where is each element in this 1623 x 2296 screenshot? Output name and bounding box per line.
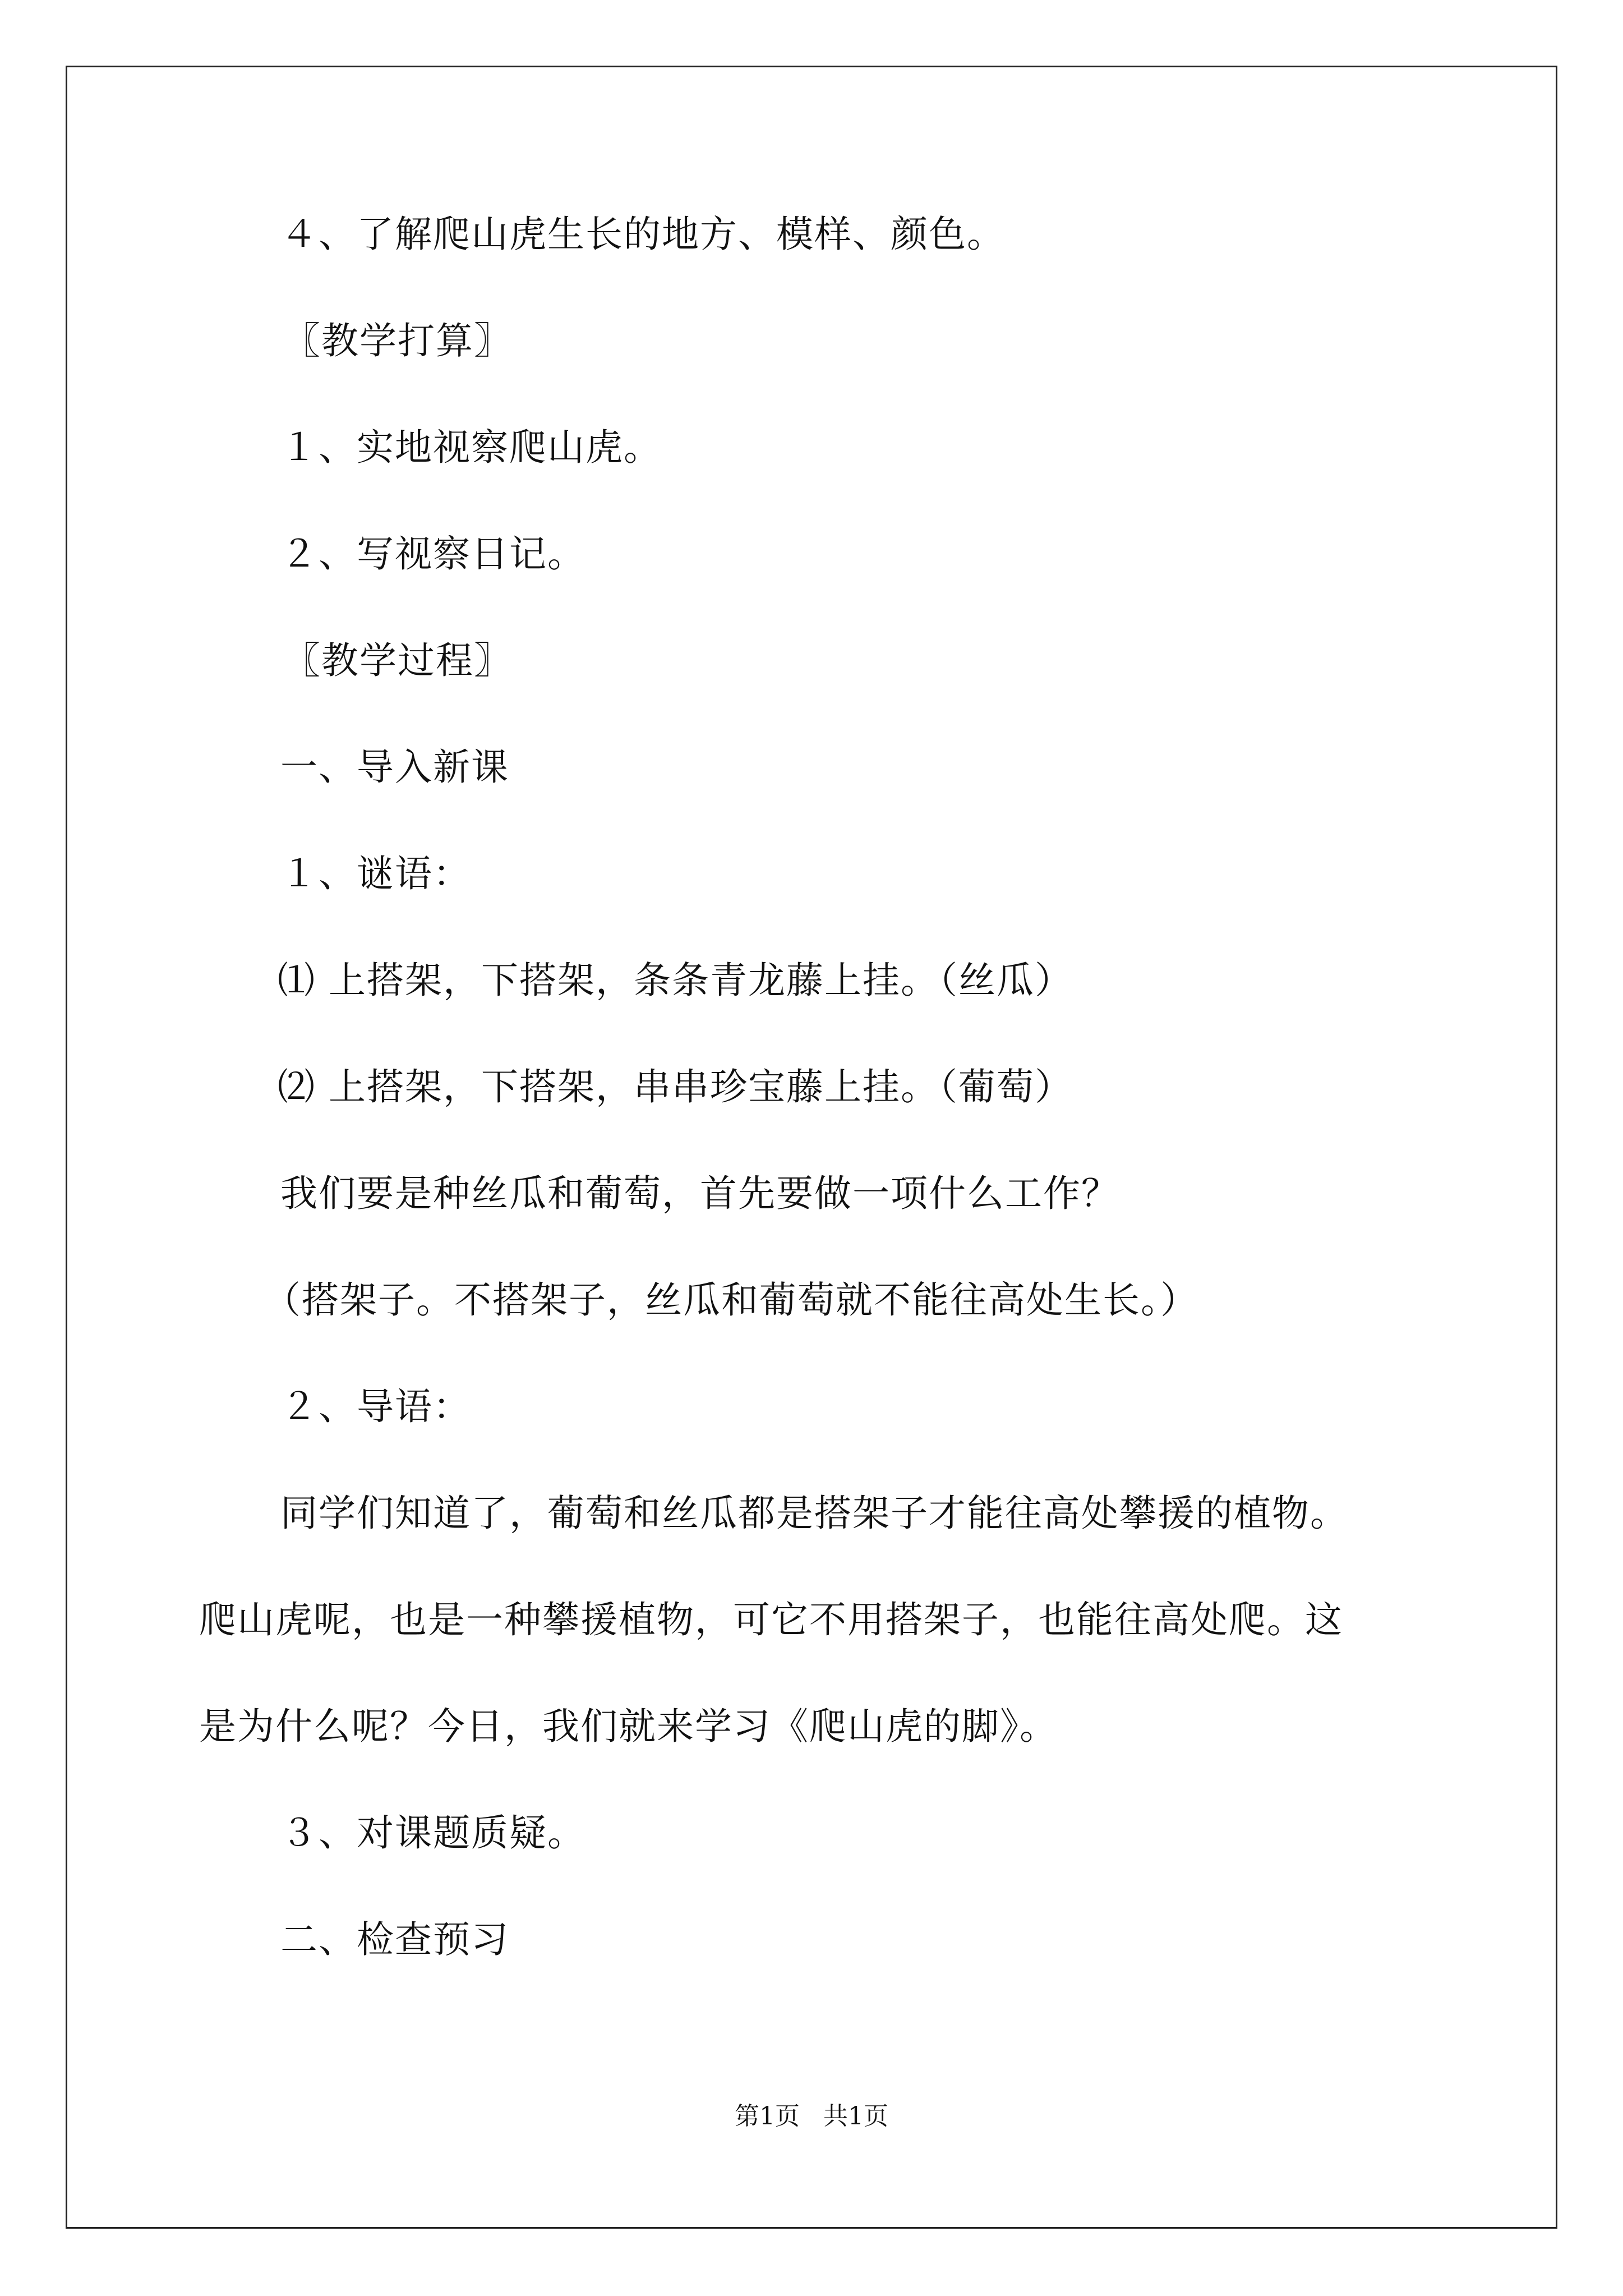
text-line-2: 〖教学打算〗 <box>283 319 512 362</box>
text-line-11: （搭架子。不搭架子，丝瓜和葡萄就不能往高处生长。） <box>264 1278 1198 1322</box>
text-line-14: 爬山虎呢，也是一种攀援植物，可它不用搭架子，也能往高处爬。这 <box>199 1598 1343 1641</box>
page-number-footer: 第1页 共1页 <box>735 2102 888 2131</box>
text-line-12: ２、导语： <box>280 1385 471 1428</box>
text-line-13: 同学们知道了，葡萄和丝瓜都是搭架子才能往高处攀援的植物。 <box>280 1492 1348 1535</box>
text-line-1: ４、了解爬山虎生长的地方、模样、颜色。 <box>280 213 1005 256</box>
text-line-4: ２、写视察日记。 <box>280 532 585 576</box>
text-line-9: ⑵ 上搭架，下搭架，串串珍宝藤上挂。（葡萄） <box>278 1065 1073 1108</box>
text-line-15: 是为什么呢？今日，我们就来学习《爬山虎的脚》。 <box>199 1705 1058 1748</box>
text-line-10: 我们要是种丝瓜和葡萄，首先要做一项什么工作？ <box>280 1172 1119 1215</box>
page-border <box>66 66 1557 2229</box>
text-line-17: 二、检查预习 <box>280 1918 509 1961</box>
text-line-8: ⑴ 上搭架，下搭架，条条青龙藤上挂。（丝瓜） <box>278 959 1073 1002</box>
text-line-6: 一、导入新课 <box>280 746 509 789</box>
text-line-7: １、谜语： <box>280 852 471 895</box>
text-line-3: １、实地视察爬山虎。 <box>280 426 662 469</box>
text-line-16: ３、对课题质疑。 <box>280 1811 585 1855</box>
text-line-5: 〖教学过程〗 <box>283 639 512 682</box>
